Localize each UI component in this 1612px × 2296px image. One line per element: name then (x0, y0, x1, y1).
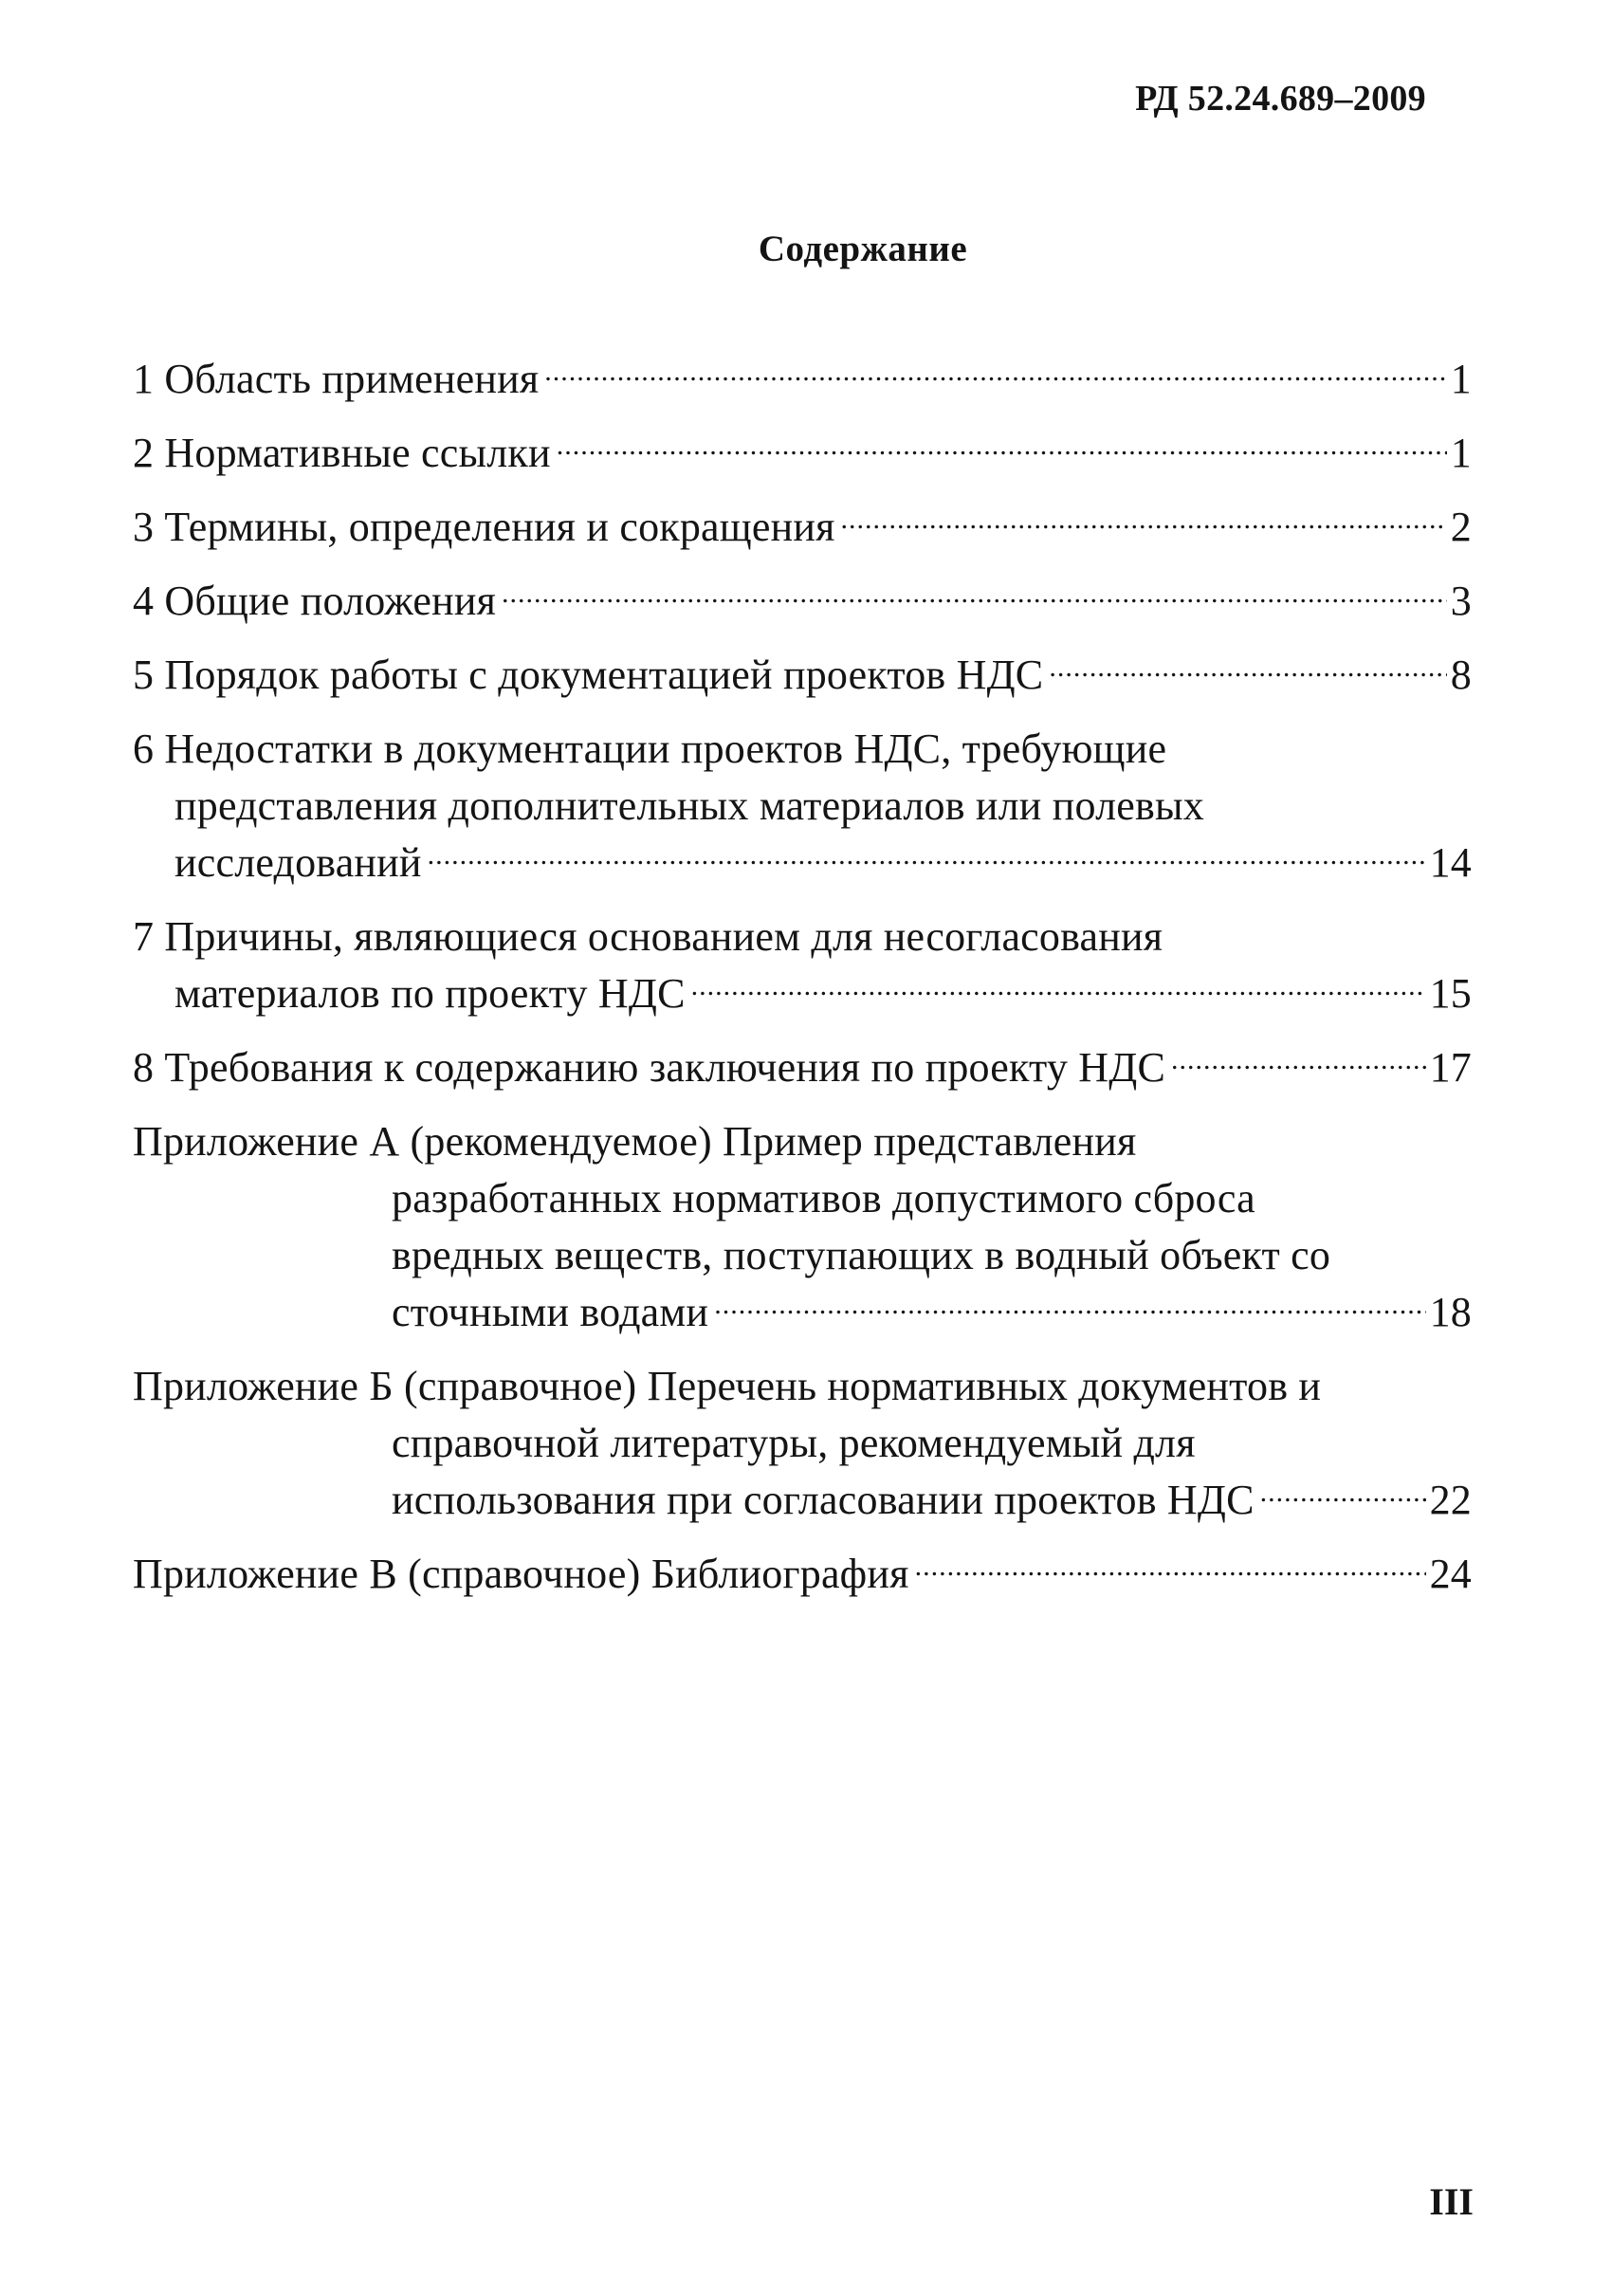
dot-leader (1260, 1476, 1426, 1514)
toc-entry-label: Приложение Б (справочное) Перечень нормативных документов и (133, 1363, 1322, 1409)
toc-entry-label: 4 Общие положения (133, 578, 497, 624)
toc-entry-8[interactable] (133, 1039, 1472, 1096)
toc-page-number: 15 (1429, 970, 1472, 1017)
toc-page-number: 18 (1429, 1289, 1472, 1335)
toc-entry-label: 1 Область применения (133, 356, 540, 402)
toc-entry-2[interactable] (133, 425, 1472, 482)
toc-entry-label: 7 Причины, являющиеся основанием для несогласования (133, 913, 1163, 960)
toc-entry-label: 2 Нормативные ссылки (133, 430, 551, 476)
toc-entry-7[interactable] (133, 909, 1472, 1022)
toc-page-number: 2 (1450, 504, 1472, 550)
toc-entry-1[interactable] (133, 351, 1472, 408)
document-code: РД 52.24.689–2009 (1135, 79, 1426, 119)
dot-leader (691, 969, 1426, 1007)
toc-entry-label-continued: использования при согласовании проектов НДС (392, 1477, 1255, 1523)
toc-entry-4[interactable] (133, 573, 1472, 630)
dot-leader (841, 503, 1447, 541)
toc-page-number: 1 (1450, 356, 1472, 402)
toc-entry-label-continued: разработанных нормативов допустимого сброса (392, 1175, 1255, 1221)
toc-entry-3[interactable] (133, 499, 1472, 556)
toc-entry-label-continued: представления дополнительных материалов или полевых (174, 782, 1204, 829)
page-number: III (1429, 2180, 1474, 2223)
toc-page-number: 24 (1429, 1551, 1472, 1597)
toc-entry-label-continued: материалов по проекту НДС (174, 970, 686, 1017)
toc-entry-label-continued: сточными водами (392, 1289, 709, 1335)
toc-entry-appendix-v[interactable] (133, 1546, 1472, 1603)
toc-page-number: 14 (1429, 839, 1472, 886)
dot-leader (502, 577, 1447, 615)
dot-leader (1049, 651, 1446, 689)
toc-entry-label-continued: справочной литературы, рекомендуемый для (392, 1420, 1196, 1466)
toc-entry-6[interactable] (133, 721, 1472, 891)
toc-entry-label: 5 Порядок работы с документацией проектов НДС (133, 652, 1044, 698)
toc-page-number: 22 (1429, 1477, 1472, 1523)
toc-page-number: 17 (1429, 1044, 1472, 1091)
toc-entry-label-continued: вредных веществ, поступающих в водный объект со (392, 1232, 1331, 1278)
page-title: Содержание (758, 229, 968, 269)
toc-entry-label: Приложение А (рекомендуемое) Пример представления (133, 1118, 1137, 1165)
toc-entry-label: 8 Требования к содержанию заключения по проекту НДС (133, 1044, 1165, 1091)
toc-page-number: 1 (1450, 430, 1472, 476)
dot-leader (915, 1550, 1426, 1588)
toc-entry-label: Приложение В (справочное) Библиография (133, 1551, 909, 1597)
toc-entry-appendix-a[interactable] (133, 1113, 1472, 1341)
toc-page-number: 3 (1450, 578, 1472, 624)
dot-leader (544, 355, 1447, 393)
dot-leader (557, 429, 1447, 467)
toc-entry-5[interactable] (133, 647, 1472, 704)
toc-entry-label-continued: исследований (174, 839, 422, 886)
toc-page-number: 8 (1450, 652, 1472, 698)
toc-entry-label: 3 Термины, определения и сокращения (133, 504, 835, 550)
dot-leader (714, 1288, 1425, 1326)
dot-leader (1171, 1043, 1426, 1081)
table-of-contents (133, 351, 1472, 1603)
toc-entry-appendix-b[interactable] (133, 1358, 1472, 1529)
dot-leader (428, 838, 1426, 876)
toc-entry-label: 6 Недостатки в документации проектов НДС, требующие (133, 726, 1167, 772)
